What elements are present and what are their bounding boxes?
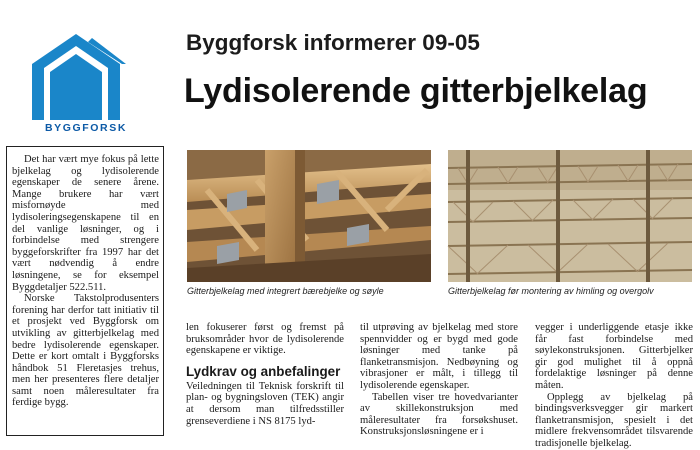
series-kicker: Byggforsk informerer 09-05 bbox=[186, 30, 480, 55]
intro-box bbox=[6, 146, 164, 436]
logo-wordmark: BYGGFORSK bbox=[44, 122, 128, 134]
col2-paragraph-2: Tabellen viser tre hovedvarianter av skillekonstruksjon med måleresultater fra forsøkshuset. Konstruksjonsløsningene er i bbox=[360, 391, 518, 438]
house-logo-icon bbox=[22, 30, 150, 122]
article-headline: Lydisolerende gitterbjelkelag bbox=[184, 72, 648, 110]
col1-text-start: len fokuserer først og fremst på bruksområder hvor de lydisolerende egenskapene er viktige. bbox=[186, 322, 344, 357]
photo-caption-1: Gitterbjelkelag med integrert bærebjelke og søyle bbox=[187, 286, 384, 296]
photo-joists-before-ceiling bbox=[448, 150, 692, 282]
body-column-1 bbox=[186, 322, 344, 441]
intro-paragraph-2: Norske Takstolprodusenters forening har derfor tatt initiativ til et prosjekt ved Byggforsk om utvikling av gitterbjelkelag med bedre lydisolerende egenskaper. Dette er kort omtalt i Byggforsks håndbok 51 Fleretasjes trehus, men her presenteres flere detaljer samt noen måleresultater fra ferdige bygg. bbox=[12, 293, 159, 409]
byggforsk-logo bbox=[22, 30, 150, 136]
col3-paragraph-1: vegger i underliggende etasje ikke får fast forbindelse med søylekonstruksjonen. Gitterbjelker gir god mulighet til å oppnå fordelaktige løsninger på denne måten. bbox=[535, 322, 693, 391]
photo-joists-with-beam bbox=[187, 150, 431, 282]
section-heading-lydkrav: Lydkrav og anbefalinger bbox=[186, 363, 341, 379]
photo-caption-2: Gitterbjelkelag før montering av himling og overgolv bbox=[448, 286, 654, 296]
intro-paragraph-1: Det har vært mye fokus på lette bjelkelag og lydisolerende egenskaper de senere årene. Mange brukere har vært misfornøyde med lydisoleringsegenskapene til en del vanlige løsninger, og i forbindelse med strengere byggeforskrifter fra 1997 har det vært nødvendig å endre løsningene, se for eksempel Byggdetaljer 522.511. bbox=[12, 154, 159, 293]
col2-paragraph-1: til utprøving av bjelkelag med store spennvidder og er bygd med gode løsninger med tanke på flanketransmisjon. Nedbøyning og vibrasjoner er målt, i tillegg til lydisolerende egenskaper. bbox=[360, 322, 518, 391]
body-column-3 bbox=[535, 322, 693, 449]
body-column-2 bbox=[360, 322, 518, 441]
col1-text-continued: Veiledningen til Teknisk forskrift til plan- og bygningsloven (TEK) angir at dersom man tilfredsstiller grenseverdiene i NS 8175 lyd- bbox=[186, 380, 344, 427]
col3-paragraph-2: Opplegg av bjelkelag på bindingsverksvegger gir markert flanketransmisjon, spesielt i det midlere frekvensområdet tilsvarende tradisjonelle bjelkelag. bbox=[535, 391, 693, 449]
